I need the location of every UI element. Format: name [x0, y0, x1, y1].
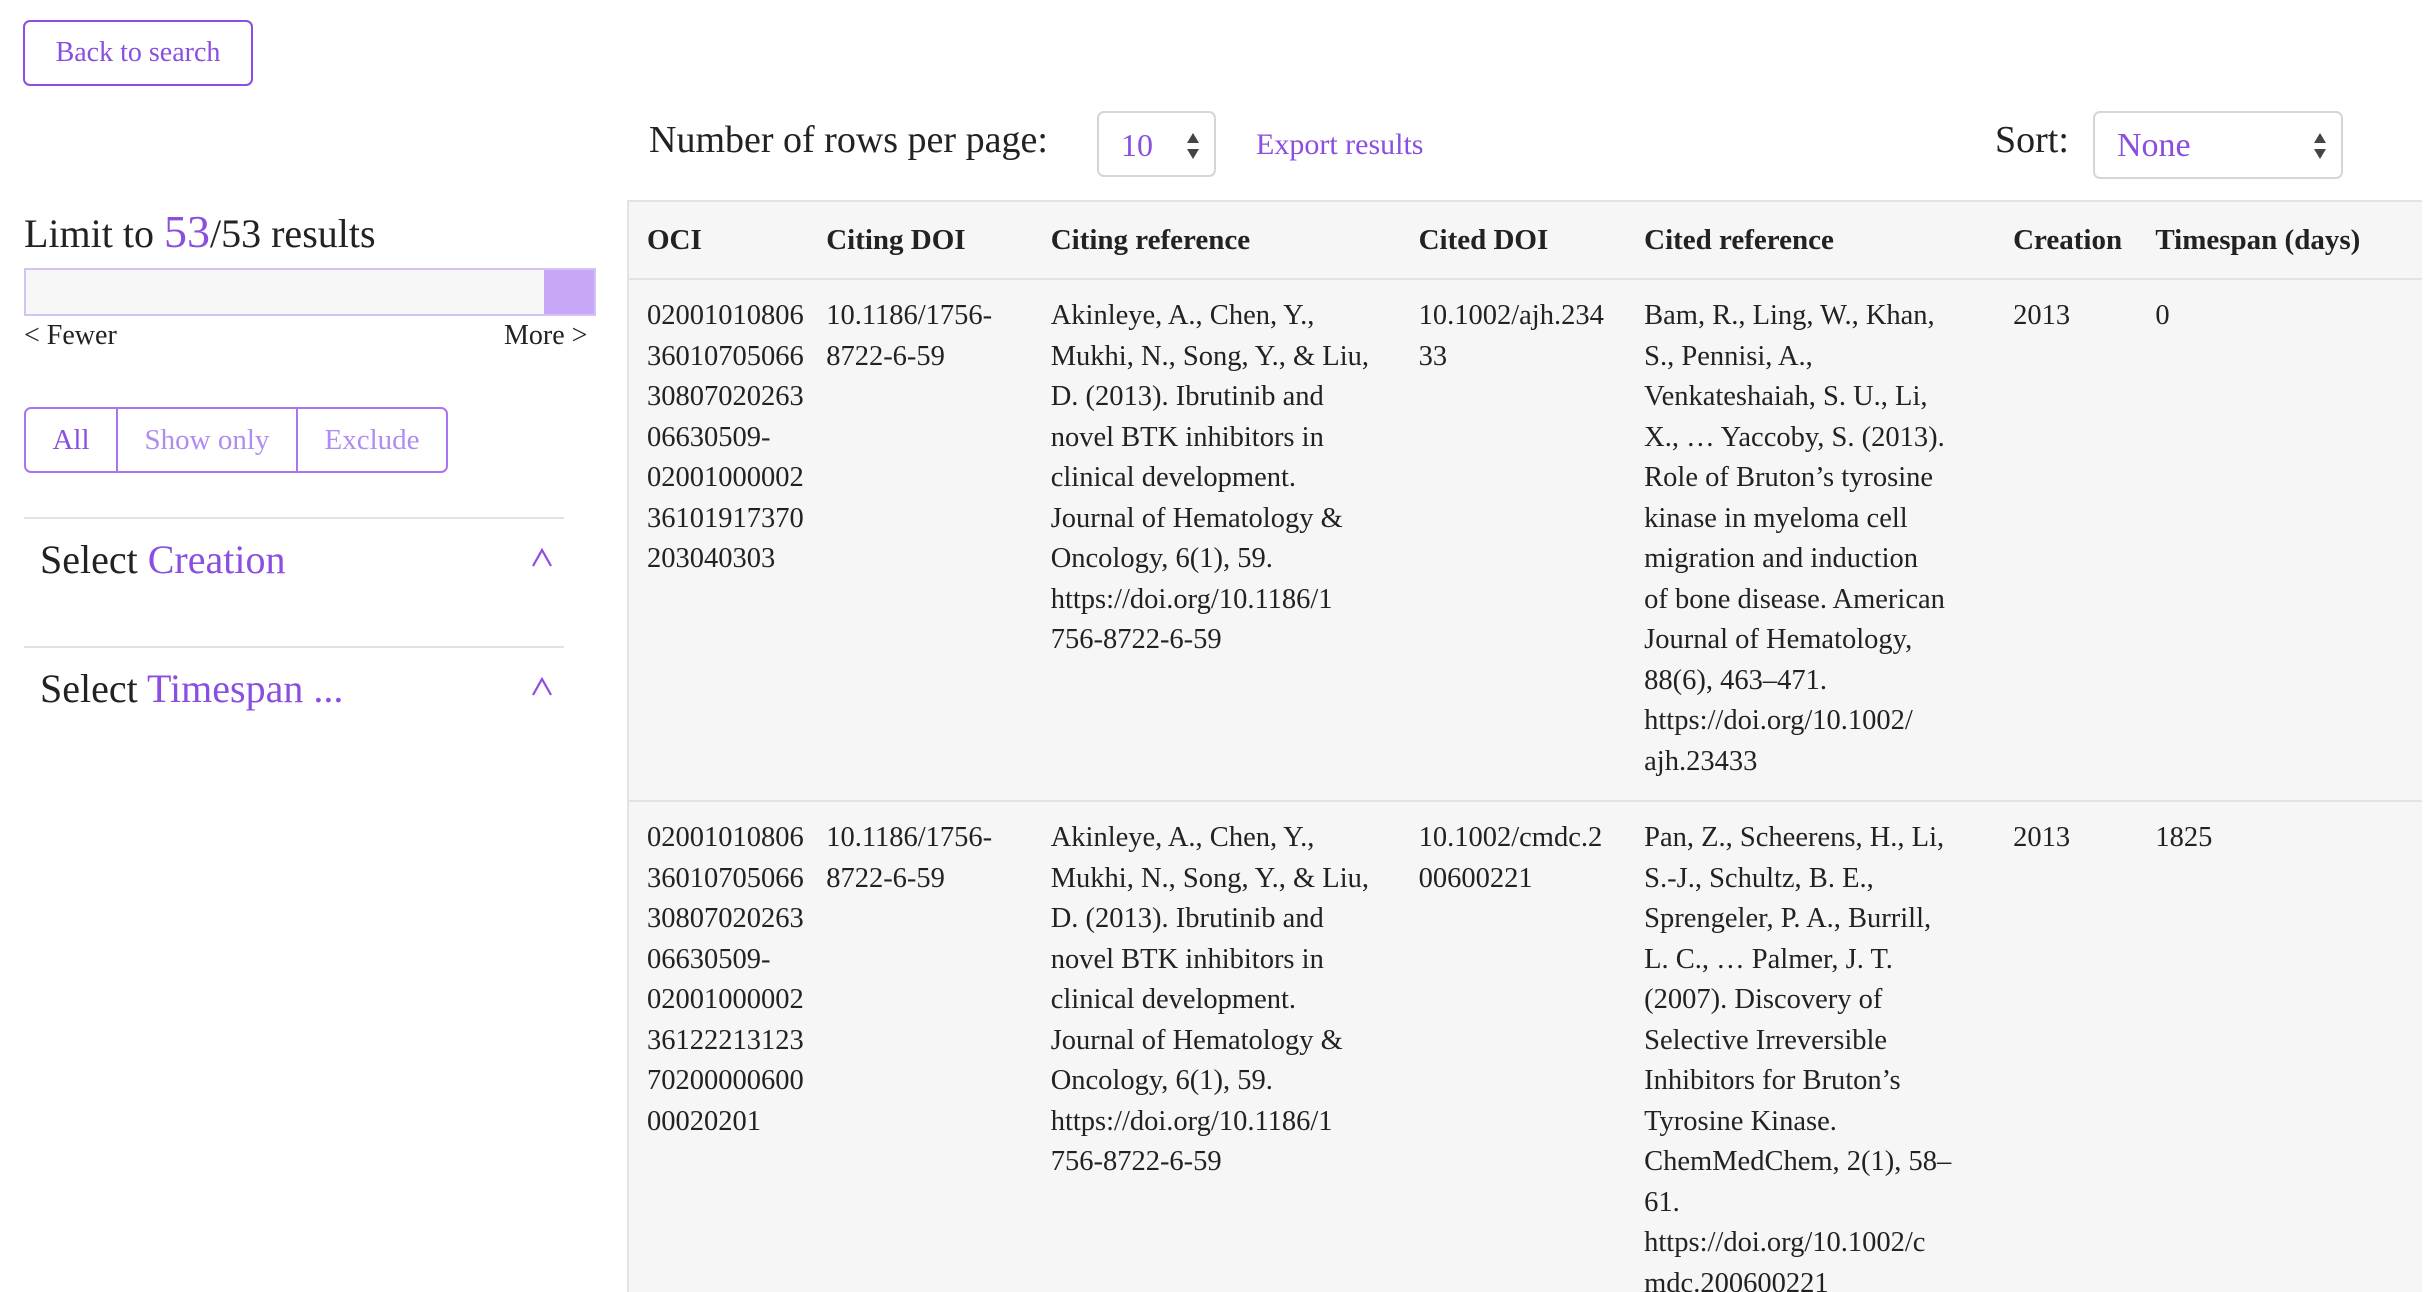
- cell-line: Akinleye, A., Chen, Y.,: [1050, 300, 1315, 331]
- facet-creation-toggle[interactable]: [40, 536, 555, 583]
- cell-cited-doi: [1401, 801, 1627, 1292]
- cell-line: 36122213123: [647, 1024, 804, 1056]
- cell-citing-doi: [808, 801, 1033, 1292]
- cell-line: 8722-6-59: [826, 862, 945, 894]
- filter-exclude-button[interactable]: Exclude: [296, 409, 446, 471]
- cell-line: Akinleye, A., Chen, Y.,: [1050, 822, 1315, 853]
- sort-label: Sort:: [1995, 119, 2069, 161]
- cell-line: novel BTK inhibitors in: [1050, 421, 1324, 453]
- cell-timespan: 0: [2137, 279, 2422, 801]
- results-limit-slider[interactable]: [24, 268, 596, 316]
- fewer-button[interactable]: < Fewer: [24, 320, 117, 351]
- cell-oci: [629, 279, 808, 801]
- cell-line: kinase in myeloma cell: [1644, 502, 1908, 534]
- cell-line: L. C., … Palmer, J. T.: [1644, 943, 1893, 975]
- cell-oci: [629, 801, 808, 1292]
- cell-line: 10.1002/cmdc.2: [1418, 822, 1603, 853]
- cell-line: 10.1186/1756-: [826, 822, 993, 853]
- cell-line: https://doi.org/10.1186/1: [1050, 1105, 1333, 1137]
- table-header-row: [629, 202, 2422, 279]
- caret-up-icon: [529, 536, 555, 576]
- cell-line: https://doi.org/10.1002/c: [1644, 1227, 1926, 1258]
- cell-line: S., Pennisi, A.,: [1644, 340, 1813, 372]
- rows-per-page-label: Number of rows per page:: [649, 119, 1048, 161]
- cell-line: clinical development.: [1050, 984, 1297, 1015]
- facet-timespan-toggle[interactable]: [40, 665, 555, 712]
- cell-line: Selective Irreversible: [1644, 1024, 1888, 1056]
- cell-line: 33: [1418, 340, 1448, 372]
- cell-creation: 2013: [1995, 801, 2137, 1292]
- facet-name: Creation: [147, 537, 286, 582]
- cell-citing-doi: [808, 279, 1033, 801]
- cell-line: 06630509-: [647, 421, 771, 453]
- sort-select[interactable]: [2093, 111, 2343, 179]
- cell-line: https://doi.org/10.1002/: [1644, 705, 1913, 736]
- table-row[interactable]: [629, 801, 2422, 1292]
- table-row[interactable]: [629, 279, 2422, 801]
- slider-handle[interactable]: [544, 270, 594, 314]
- export-results-link[interactable]: Export results: [1256, 128, 1424, 161]
- column-header-oci[interactable]: OCI: [629, 202, 808, 279]
- cell-line: (2007). Discovery of: [1644, 984, 1883, 1015]
- cell-line: 00020201: [647, 1105, 761, 1137]
- cell-line: Mukhi, N., Song, Y., & Liu,: [1050, 862, 1369, 894]
- cell-line: mdc.200600221: [1644, 1267, 1829, 1292]
- cell-cited-reference: [1626, 279, 1995, 801]
- cell-line: 36101917370: [647, 502, 804, 534]
- filter-mode-group: [24, 407, 448, 473]
- cell-line: 61.: [1644, 1186, 1680, 1218]
- cell-line: 10.1186/1756-: [826, 300, 993, 331]
- cell-line: ajh.23433: [1644, 745, 1758, 777]
- caret-up-icon: [529, 665, 555, 705]
- limit-prefix: Limit to: [24, 211, 154, 256]
- cell-line: 00600221: [1418, 862, 1533, 894]
- cell-line: Role of Bruton’s tyrosine: [1644, 462, 1934, 493]
- cell-line: Oncology, 6(1), 59.: [1050, 1065, 1273, 1096]
- cell-line: S.-J., Schultz, B. E.,: [1644, 862, 1874, 894]
- cell-line: 30807020263: [647, 381, 804, 412]
- cell-line: 02001000002: [647, 984, 804, 1015]
- cell-line: Journal of Hematology,: [1644, 624, 1913, 655]
- back-to-search-button[interactable]: Back to search: [23, 20, 253, 86]
- column-header-creation[interactable]: Creation: [1995, 202, 2137, 279]
- cell-line: Journal of Hematology &: [1050, 502, 1343, 534]
- results-table: [629, 202, 2422, 1292]
- cell-line: 203040303: [647, 543, 776, 574]
- cell-line: 756-8722-6-59: [1050, 1146, 1222, 1177]
- cell-line: X., … Yaccoby, S. (2013).: [1644, 421, 1945, 453]
- cell-line: 30807020263: [647, 903, 804, 934]
- divider: [24, 517, 564, 519]
- updown-arrows-icon: [2313, 130, 2327, 162]
- limit-results-text: [24, 205, 376, 258]
- cell-line: 02001010806: [647, 300, 804, 331]
- cell-line: Oncology, 6(1), 59.: [1050, 543, 1273, 574]
- cell-creation: 2013: [1995, 279, 2137, 801]
- column-header-cited-doi[interactable]: Cited DOI: [1401, 202, 1627, 279]
- table-body: [629, 279, 2422, 1292]
- cell-cited-reference: [1626, 801, 1995, 1292]
- cell-line: Inhibitors for Bruton’s: [1644, 1065, 1901, 1096]
- cell-line: Bam, R., Ling, W., Khan,: [1644, 300, 1935, 331]
- cell-line: 02001000002: [647, 462, 804, 493]
- cell-line: Tyrosine Kinase.: [1644, 1105, 1837, 1137]
- column-header-cited-reference[interactable]: Cited reference: [1626, 202, 1995, 279]
- limit-current-count: 53: [164, 206, 210, 257]
- cell-line: novel BTK inhibitors in: [1050, 943, 1324, 975]
- facet-prefix: Select: [40, 537, 138, 582]
- more-button[interactable]: More >: [504, 320, 588, 351]
- filter-show-only-button[interactable]: Show only: [116, 409, 296, 471]
- cell-line: D. (2013). Ibrutinib and: [1050, 381, 1324, 412]
- cell-citing-reference: [1033, 801, 1401, 1292]
- cell-line: 10.1002/ajh.234: [1418, 300, 1604, 331]
- divider: [24, 646, 564, 648]
- cell-cited-doi: [1401, 279, 1627, 801]
- rows-per-page-value: 10: [1121, 127, 1153, 163]
- cell-line: Pan, Z., Scheerens, H., Li,: [1644, 822, 1945, 853]
- filter-all-button[interactable]: All: [52, 423, 90, 456]
- cell-timespan: 1825: [2137, 801, 2422, 1292]
- cell-line: https://doi.org/10.1186/1: [1050, 583, 1333, 615]
- cell-line: 06630509-: [647, 943, 771, 975]
- rows-per-page-select[interactable]: [1097, 111, 1216, 177]
- cell-line: Mukhi, N., Song, Y., & Liu,: [1050, 340, 1369, 372]
- cell-line: migration and induction: [1644, 543, 1919, 574]
- cell-line: ChemMedChem, 2(1), 58–: [1644, 1146, 1952, 1177]
- cell-line: clinical development.: [1050, 462, 1297, 493]
- column-header-citing-reference[interactable]: Citing reference: [1033, 202, 1401, 279]
- cell-line: 02001010806: [647, 822, 804, 853]
- cell-line: Sprengeler, P. A., Burrill,: [1644, 903, 1932, 934]
- column-header-timespan[interactable]: Timespan (days): [2137, 202, 2422, 279]
- limit-total: /53 results: [210, 211, 376, 256]
- cell-line: D. (2013). Ibrutinib and: [1050, 903, 1324, 934]
- facet-prefix: Select: [40, 666, 138, 711]
- cell-line: Journal of Hematology &: [1050, 1024, 1343, 1056]
- results-table-container[interactable]: [627, 200, 2422, 1292]
- cell-line: 756-8722-6-59: [1050, 624, 1222, 655]
- cell-line: 36010705066: [647, 340, 804, 372]
- cell-line: Venkateshaiah, S. U., Li,: [1644, 381, 1928, 412]
- cell-line: 88(6), 463–471.: [1644, 664, 1827, 696]
- cell-line: 36010705066: [647, 862, 804, 894]
- cell-line: 70200000600: [647, 1065, 804, 1096]
- cell-citing-reference: [1033, 279, 1401, 801]
- column-header-citing-doi[interactable]: Citing DOI: [808, 202, 1033, 279]
- updown-arrows-icon: [1186, 130, 1200, 162]
- cell-line: 8722-6-59: [826, 340, 945, 372]
- facet-name: Timespan ...: [147, 666, 344, 711]
- cell-line: of bone disease. American: [1644, 583, 1945, 615]
- sort-value: None: [2117, 127, 2191, 164]
